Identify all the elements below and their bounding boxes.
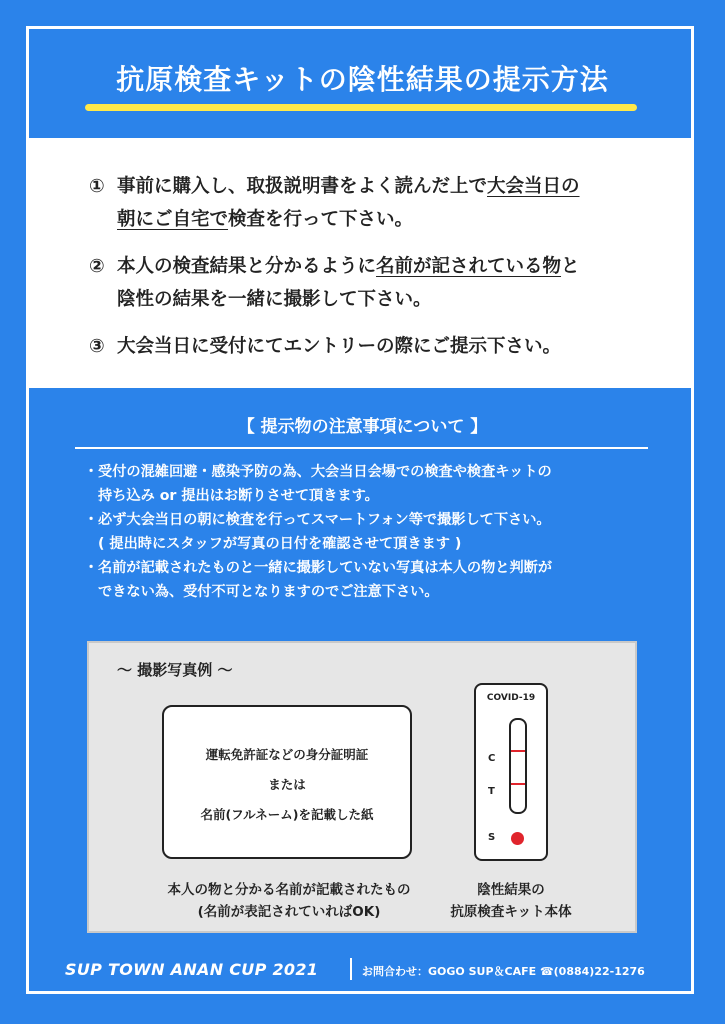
notice-text: できない為、受付不可となりますのでご注意下さい。: [98, 584, 439, 600]
step-text: 検査を行って下さい。: [228, 209, 414, 230]
notice-text: 名前が記載されたものと一緒に撮影していない写真は本人の物と判断が: [98, 560, 553, 576]
kit-result-window: [509, 718, 527, 814]
id-card-illustration: [162, 705, 412, 859]
notice-item: [84, 508, 664, 556]
footer-divider: [350, 958, 352, 980]
contact-info: お問合わせ：GOGO SUP＆CAFE ☎(0884)22-1276: [362, 965, 645, 978]
sample-well-dot: [511, 832, 524, 845]
photo-example-box: [87, 641, 637, 933]
bullet-mark: ・: [84, 464, 99, 480]
caption-line: 抗原検査キット本体: [450, 904, 572, 920]
step-text: 大会当日に受付にてエントリーの際にご提示下さい。: [117, 336, 562, 357]
card-caption: [129, 879, 449, 923]
step-text: 陰性の結果を一緒に撮影して下さい。: [117, 289, 432, 310]
control-line: [511, 750, 525, 752]
notice-text: 必ず大会当日の朝に検査を行ってスマートフォン等で撮影して下さい。: [98, 512, 551, 528]
notice-item: [84, 556, 664, 604]
kit-label: COVID-19: [486, 693, 536, 703]
event-name: SUP TOWN ANAN CUP 2021: [65, 960, 319, 979]
step-text: 本人の検査結果と分かるように: [117, 256, 377, 277]
kit-letter-t: T: [488, 786, 495, 797]
notice-item: [84, 460, 664, 508]
step-number: ①: [89, 176, 105, 197]
caption-line: (名前が表記されていればOK): [197, 904, 381, 920]
card-text: または: [268, 777, 306, 792]
kit-caption: [431, 879, 591, 923]
steps-panel: [29, 138, 694, 388]
example-title: ～ 撮影写真例 ～: [117, 661, 233, 679]
bullet-mark: ・: [84, 512, 99, 528]
test-line: [511, 783, 525, 785]
step-2: [89, 250, 580, 316]
notice-text: 持ち込み or 提出はお断りさせて頂きます。: [98, 488, 379, 504]
caption-line: 陰性結果の: [477, 882, 545, 898]
test-kit-illustration: [474, 683, 548, 861]
notice-heading: 【 提示物の注意事項について 】: [237, 417, 488, 437]
step-number: ②: [89, 256, 105, 277]
step-emphasis: 朝にご自宅で: [117, 209, 229, 230]
step-text: と: [561, 256, 580, 277]
notice-text: ( 提出時にスタッフが写真の日付を確認させて頂きます ): [98, 536, 462, 552]
notice-text: 受付の混雑回避・感染予防の為、大会当日会場での検査や検査キットの: [98, 464, 552, 480]
title-underline: [85, 104, 637, 111]
step-emphasis: 大会当日の: [487, 176, 580, 197]
kit-letter-c: C: [488, 753, 496, 764]
kit-letter-s: S: [488, 832, 496, 843]
notice-list: [84, 460, 664, 604]
step-emphasis: 名前が記されている物: [376, 256, 562, 277]
page-title: 抗原検査キットの陰性結果の提示方法: [116, 63, 609, 96]
notice-divider: [75, 447, 648, 449]
bullet-mark: ・: [84, 560, 99, 576]
card-text: 名前(フルネーム)を記載した紙: [200, 807, 374, 822]
caption-line: 本人の物と分かる名前が記載されたもの: [167, 882, 411, 898]
step-1: [89, 170, 580, 236]
step-3: [89, 330, 561, 363]
card-text: 運転免許証などの身分証明証: [205, 747, 369, 762]
step-number: ③: [89, 336, 105, 357]
step-text: 事前に購入し、取扱説明書をよく読んだ上で: [117, 176, 488, 197]
